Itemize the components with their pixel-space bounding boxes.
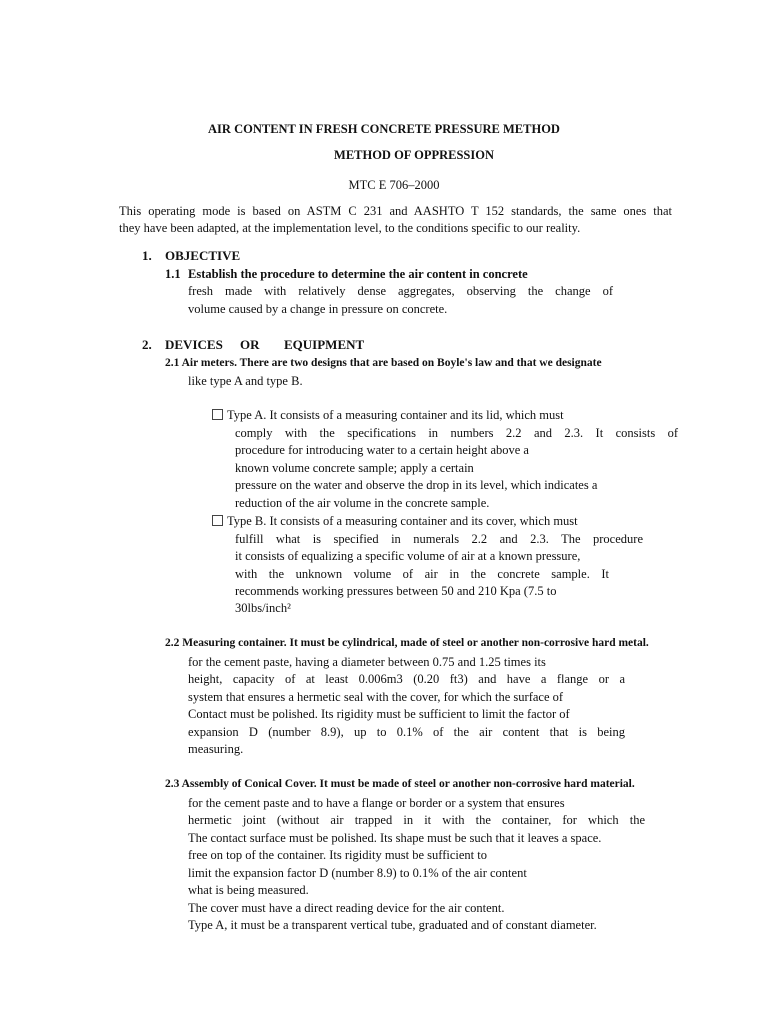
section-1-number: 1. bbox=[142, 248, 152, 263]
section-1-1-heading: Establish the procedure to determine the air content in concrete bbox=[188, 267, 528, 281]
document-code: MTC E 706–2000 bbox=[348, 178, 440, 192]
list-item-line: reduction of the air volume in the concrete sample. bbox=[235, 496, 490, 510]
section-2-title-word: DEVICES bbox=[165, 337, 223, 352]
section-2-3-heading: 2.3 Assembly of Conical Cover. It must be made of steel or another non-corrosive hard material. bbox=[165, 778, 635, 790]
list-item-line: with the unknown volume of air in the concrete sample. It bbox=[235, 567, 609, 581]
list-item-type-a bbox=[212, 407, 564, 425]
intro-line: they have been adapted, at the implementation level, to the conditions specific to our reality. bbox=[119, 221, 581, 235]
section-1-1-number: 1.1 bbox=[165, 267, 181, 281]
paragraph-line: height, capacity of at least 0.006m3 (0.20 ft3) and have a flange or a bbox=[188, 672, 625, 686]
document-title: AIR CONTENT IN FRESH CONCRETE PRESSURE METHOD bbox=[208, 122, 560, 136]
list-item-type-b bbox=[212, 513, 578, 531]
section-1-title: OBJECTIVE bbox=[165, 248, 241, 263]
paragraph-line: hermetic joint (without air trapped in it with the container, for which the bbox=[188, 813, 645, 827]
list-item-text: Type B. It consists of a measuring container and its cover, which must bbox=[227, 514, 578, 528]
section-2-2-heading: 2.2 Measuring container. It must be cylindrical, made of steel or another non-corrosive hard metal. bbox=[165, 637, 649, 649]
paragraph-line: limit the expansion factor D (number 8.9) to 0.1% of the air content bbox=[188, 866, 527, 880]
paragraph-line: system that ensures a hermetic seal with the cover, for which the surface of bbox=[188, 690, 564, 704]
intro-line: This operating mode is based on ASTM C 231 and AASHTO T 152 standards, the same ones that bbox=[119, 204, 672, 218]
paragraph-line: like type A and type B. bbox=[188, 374, 303, 388]
paragraph-line: free on top of the container. Its rigidity must be sufficient to bbox=[188, 848, 488, 862]
list-item-line: 30lbs/inch² bbox=[235, 601, 291, 615]
paragraph-line: expansion D (number 8.9), up to 0.1% of the air content that is being bbox=[188, 725, 625, 739]
paragraph-line: measuring. bbox=[188, 742, 244, 756]
paragraph-line: for the cement paste, having a diameter between 0.75 and 1.25 times its bbox=[188, 655, 546, 669]
list-item-line: pressure on the water and observe the drop in its level, which indicates a bbox=[235, 478, 598, 492]
list-item-line: fulfill what is specified in numerals 2.2 and 2.3. The procedure bbox=[235, 532, 643, 546]
paragraph-line: fresh made with relatively dense aggregates, observing the change of bbox=[188, 284, 613, 298]
section-2-number: 2. bbox=[142, 337, 152, 352]
paragraph-line: The cover must have a direct reading device for the air content. bbox=[188, 901, 505, 915]
list-item-text: Type A. It consists of a measuring container and its lid, which must bbox=[227, 408, 564, 422]
paragraph-line: volume caused by a change in pressure on concrete. bbox=[188, 302, 448, 316]
list-item-line: comply with the specifications in numbers 2.2 and 2.3. It consists of bbox=[235, 426, 678, 440]
paragraph-line: The contact surface must be polished. Its shape must be such that it leaves a space. bbox=[188, 831, 602, 845]
list-item-line: recommends working pressures between 50 and 210 Kpa (7.5 to bbox=[235, 584, 557, 598]
document-subtitle: METHOD OF OPPRESSION bbox=[334, 148, 494, 162]
list-item-line: procedure for introducing water to a certain height above a bbox=[235, 443, 529, 457]
paragraph-line: what is being measured. bbox=[188, 883, 309, 897]
list-item-line: it consists of equalizing a specific volume of air at a known pressure, bbox=[235, 549, 581, 563]
paragraph-line: Type A, it must be a transparent vertical tube, graduated and of constant diameter. bbox=[188, 918, 597, 932]
section-2-title-word: OR bbox=[240, 337, 260, 352]
section-2-1-heading: 2.1 Air meters. There are two designs that are based on Boyle's law and that we designate bbox=[165, 357, 602, 369]
paragraph-line: Contact must be polished. Its rigidity must be sufficient to limit the factor of bbox=[188, 707, 570, 721]
paragraph-line: for the cement paste and to have a flange or border or a system that ensures bbox=[188, 796, 565, 810]
bullet-box-icon bbox=[212, 515, 223, 526]
section-2-title-word: EQUIPMENT bbox=[284, 337, 365, 352]
list-item-line: known volume concrete sample; apply a certain bbox=[235, 461, 474, 475]
bullet-box-icon bbox=[212, 409, 223, 420]
